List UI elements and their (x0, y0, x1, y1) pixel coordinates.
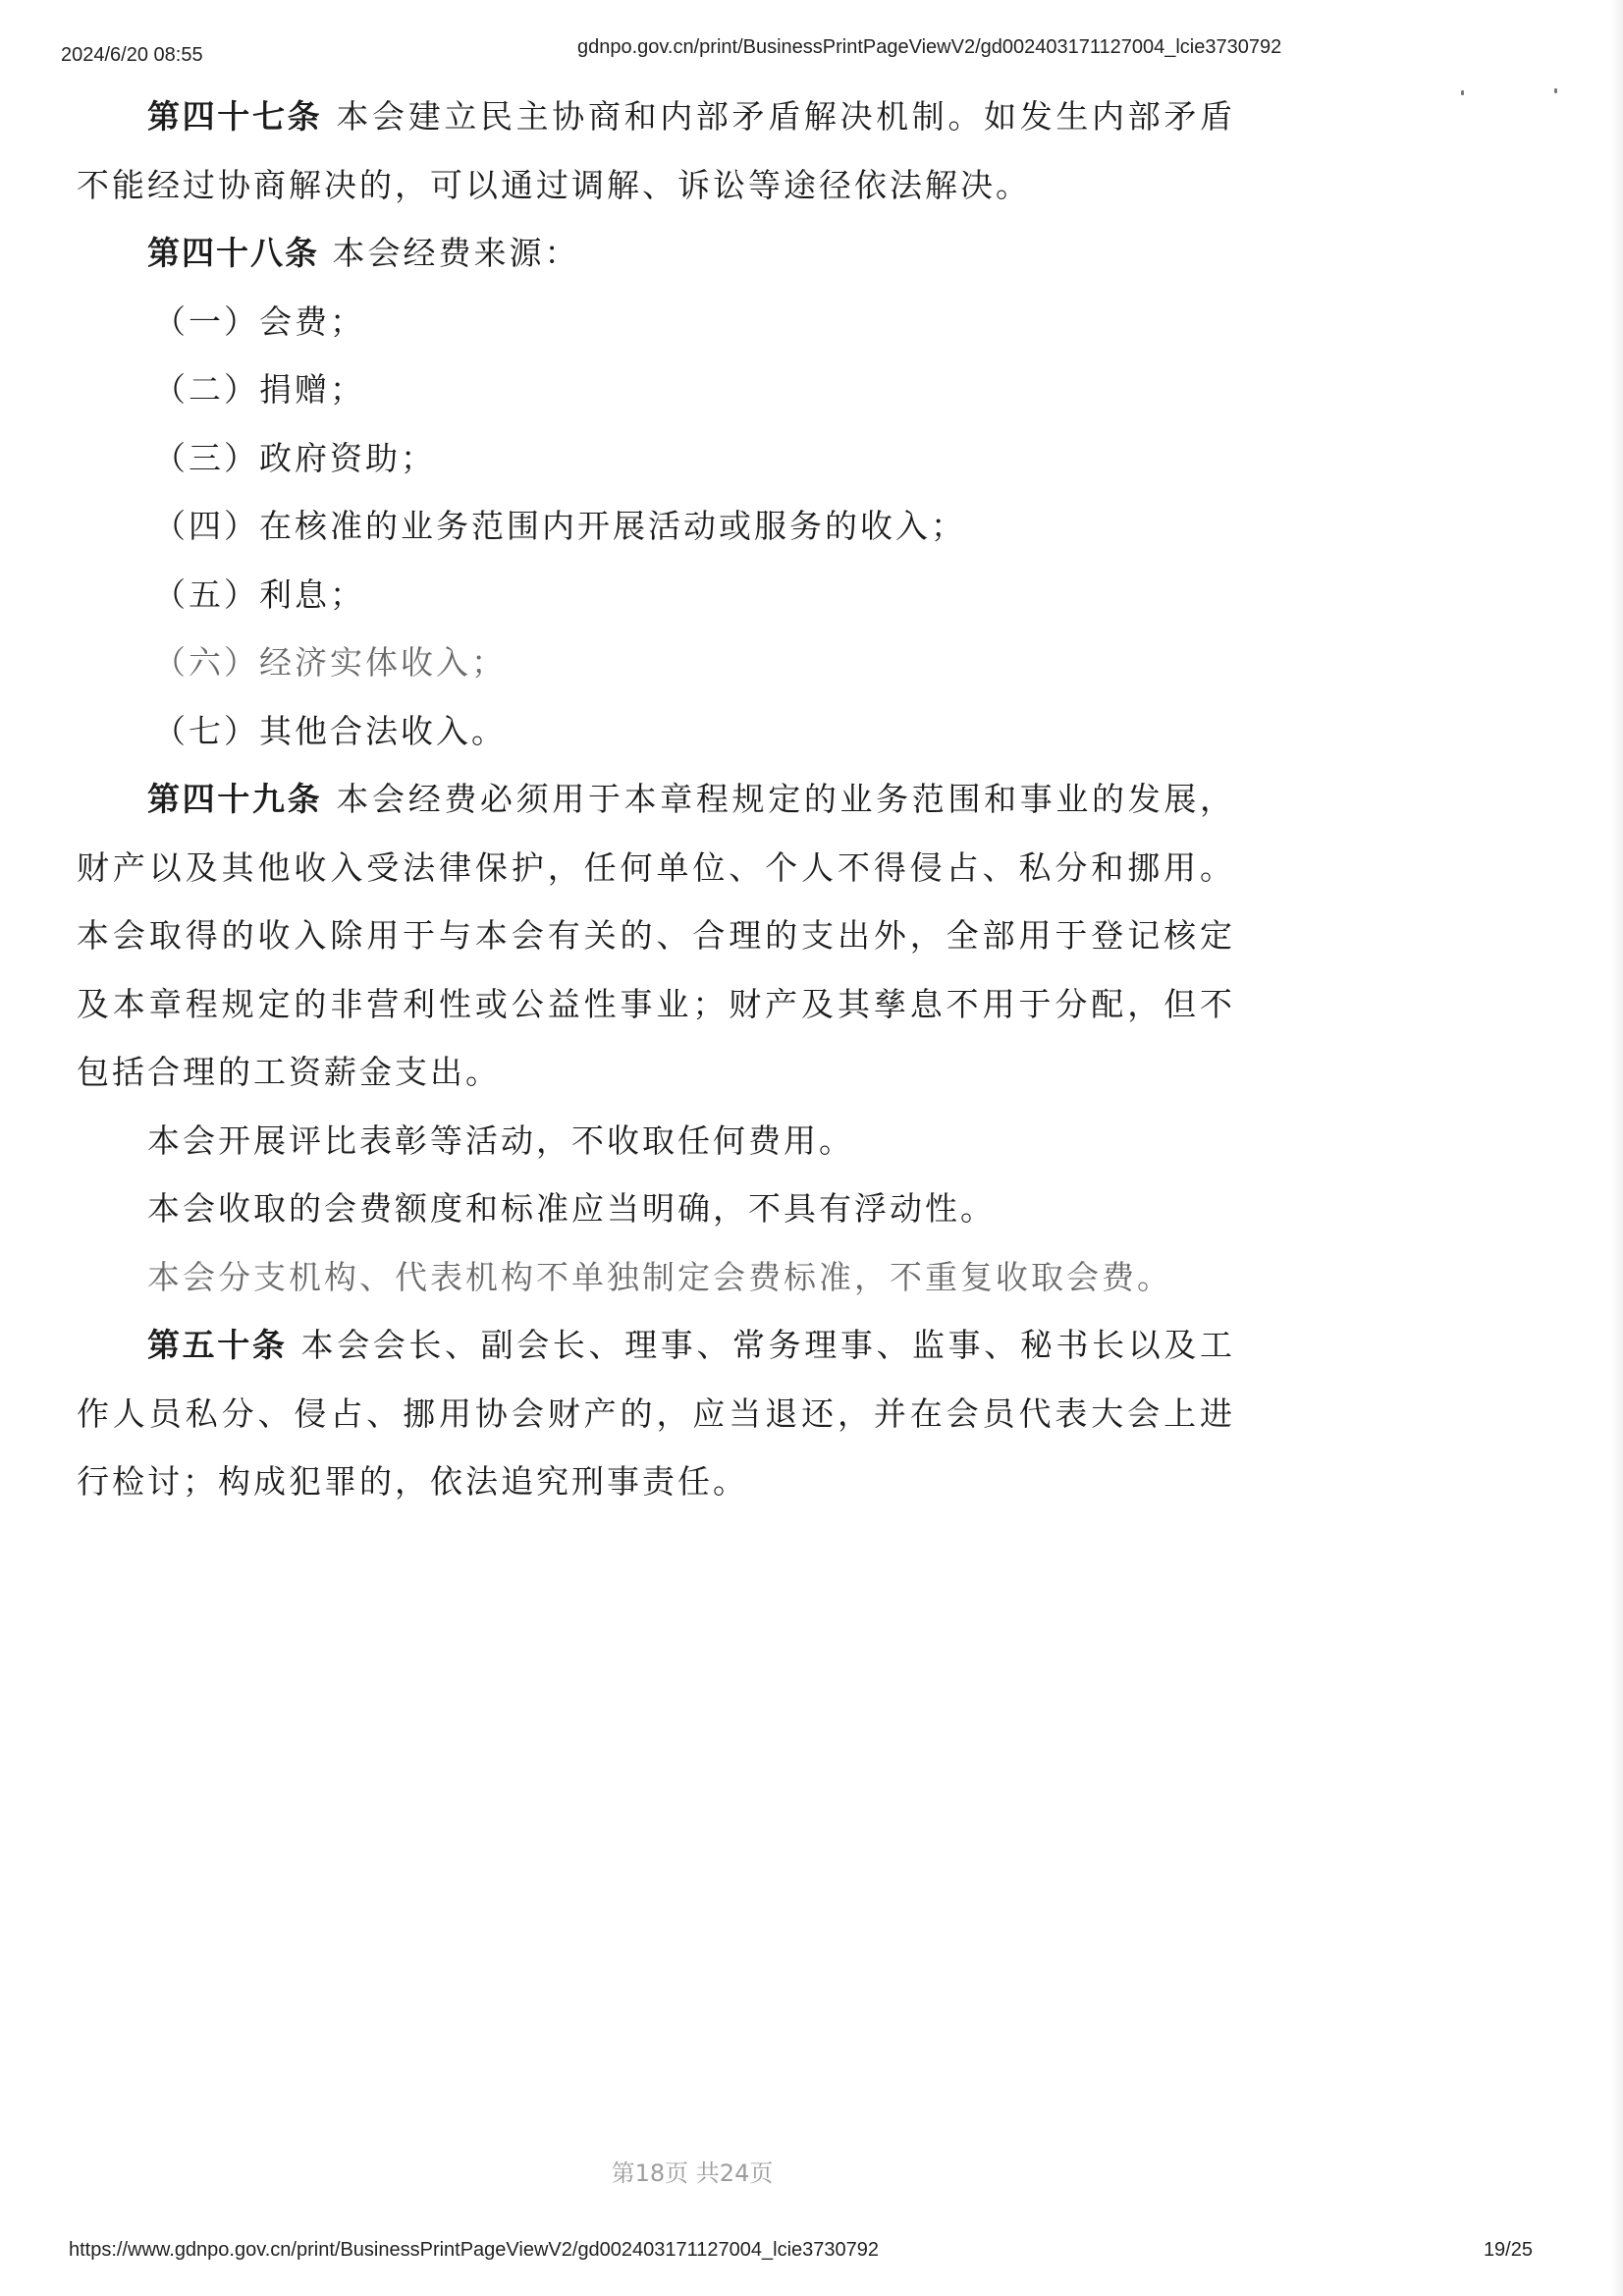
article-49-text: 本会经费必须用于本章程规定的业务范围和事业的发展，财产以及其他收入受法律保护，任何单位、个人不得侵占、私分和挪用。本会取得的收入除用于与本会有关的、合理的支出外，全部用于登记核定及本章程规定的非营利性或公益性事业；财产及其孳息不用于分配，但不包括合理的工资薪金支出。 (77, 780, 1235, 1091)
funding-item-6: （六）经济实体收入； (153, 643, 507, 682)
scan-edge-shadow (1611, 0, 1623, 2296)
article-49-paragraph-2: 本会收取的会费额度和标准应当明确，不具有浮动性。 (147, 1189, 996, 1228)
scan-speck (1554, 88, 1557, 93)
print-source-url: gdnpo.gov.cn/print/BusinessPrintPageViewV2/gd002403171127004_lcie3730792 (577, 36, 1282, 58)
funding-item-2: （二）捐赠； (153, 370, 365, 409)
document-body (77, 82, 1235, 1516)
article-47-number: 第四十七条 (147, 97, 323, 136)
article-49-paragraph-1: 本会开展评比表彰等活动，不收取任何费用。 (147, 1121, 854, 1160)
funding-item-4: （四）在核准的业务范围内开展活动或服务的收入； (153, 507, 966, 545)
print-page-counter: 19/25 (1483, 2239, 1533, 2261)
article-47-text: 本会建立民主协商和内部矛盾解决机制。如发生内部矛盾不能经过协商解决的，可以通过调解、诉讼等途径依法解决。 (77, 97, 1235, 204)
funding-item-7: （七）其他合法收入。 (153, 711, 507, 750)
article-50 (77, 1311, 1235, 1516)
print-footer-url: https://www.gdnpo.gov.cn/print/BusinessPrintPageViewV2/gd002403171127004_lcie3730792 (69, 2239, 880, 2261)
article-50-number: 第五十条 (147, 1326, 288, 1364)
article-47 (77, 82, 1235, 219)
funding-item-1: （一）会费； (153, 301, 365, 341)
article-49-paragraph-3: 本会分支机构、代表机构不单独制定会费标准，不重复收取会费。 (147, 1257, 1172, 1296)
scan-speck (1461, 90, 1464, 95)
article-48-text: 本会经费来源： (332, 234, 580, 272)
article-48-number: 第四十八条 (147, 234, 319, 272)
print-datetime: 2024/6/20 08:55 (61, 44, 203, 66)
document-page-number: 第18页 共24页 (611, 2159, 774, 2187)
funding-item-3: （三）政府资助； (153, 438, 436, 477)
article-48 (77, 219, 1235, 288)
article-49-number: 第四十九条 (147, 780, 323, 818)
article-50-text: 本会会长、副会长、理事、常务理事、监事、秘书长以及工作人员私分、侵占、挪用协会财产的，应当退还，并在会员代表大会上进行检讨；构成犯罪的，依法追究刑事责任。 (77, 1326, 1235, 1501)
funding-item-5: （五）利息； (153, 574, 365, 614)
article-49 (77, 765, 1235, 1107)
